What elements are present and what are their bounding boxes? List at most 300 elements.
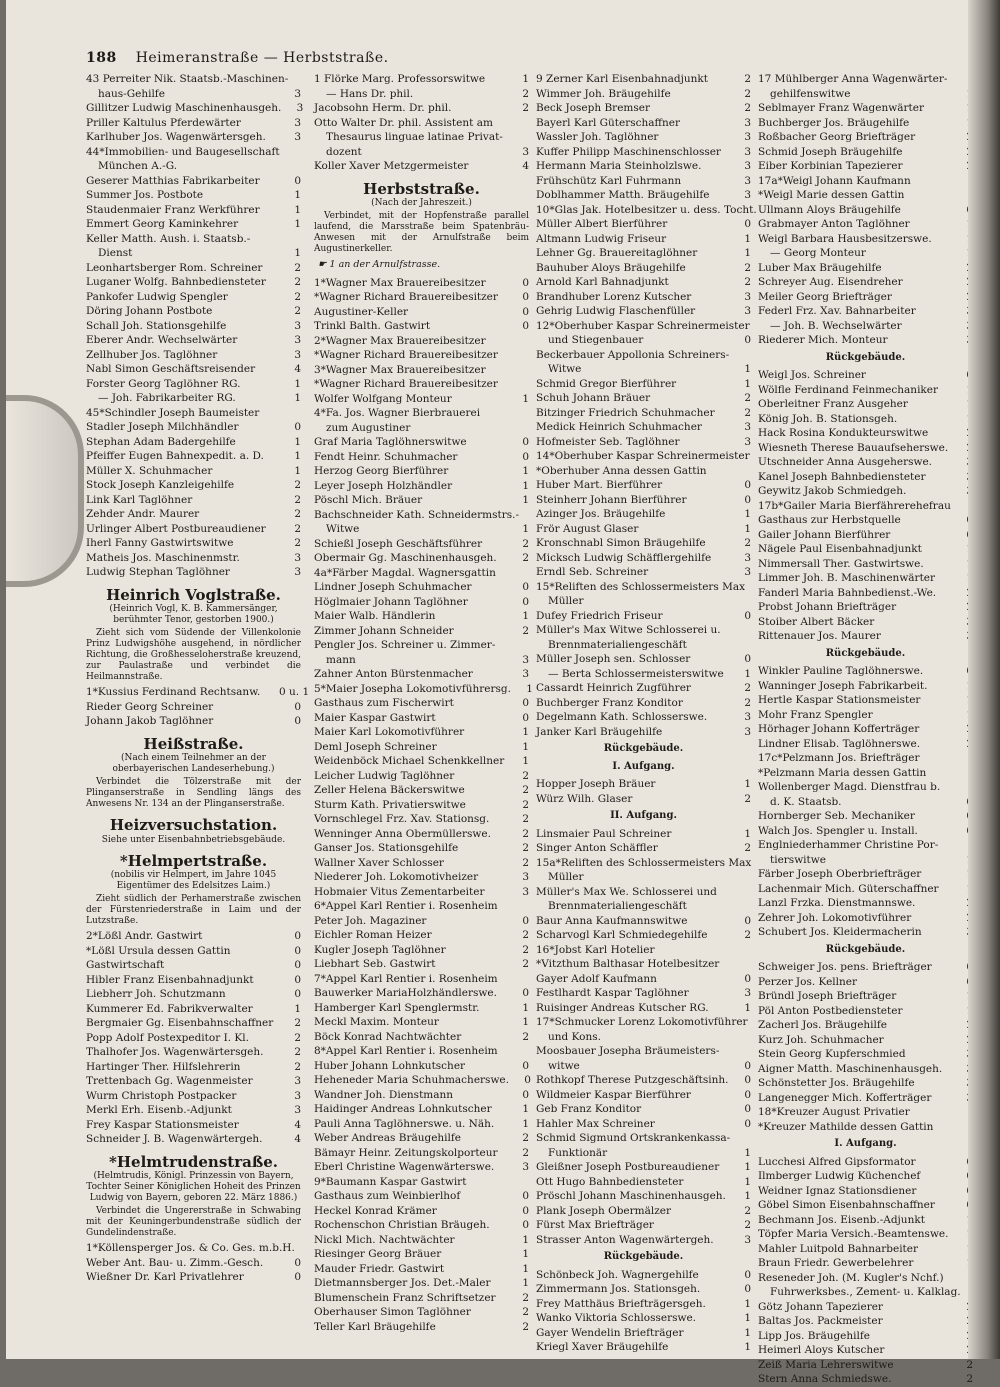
entry-text: Hörhager Johann Kofferträger — [758, 723, 920, 735]
running-title: Heimeranstraße — Herbststraße. — [135, 50, 389, 66]
directory-entry — [758, 960, 973, 975]
entry-text: Frey Matthäus Briefträgersgeh. — [536, 1297, 706, 1310]
directory-entry — [314, 1073, 529, 1088]
entry-text: Hofmeister Seb. Taglöhner — [536, 435, 680, 448]
directory-entry — [86, 987, 301, 1002]
directory-entry — [758, 853, 973, 868]
entry-text: Singer Anton Schäffler — [536, 842, 658, 854]
entry-text: *Oberhuber Anna dessen Gattin — [536, 464, 707, 477]
floor-number: 2 — [744, 276, 751, 288]
entry-text: Nimmersall Ther. Gastwirtswe. — [758, 557, 924, 570]
floor-number: 1 — [522, 726, 529, 738]
directory-entry — [536, 594, 751, 609]
page-number: 188 — [86, 50, 117, 66]
directory-entry — [536, 1030, 751, 1045]
entry-text: *Lößl Ursula dessen Gattin — [86, 944, 231, 957]
entry-text: Schreyer Aug. Eisendreher — [758, 276, 903, 288]
directory-entry — [758, 1314, 973, 1329]
entry-text: Janker Karl Bräugehilfe — [536, 725, 663, 738]
floor-number — [507, 638, 529, 653]
directory-entry — [536, 261, 751, 276]
directory-entry — [536, 87, 751, 102]
directory-entry — [758, 708, 973, 723]
directory-entry — [758, 557, 973, 572]
directory-entry — [314, 1059, 529, 1074]
directory-entry — [86, 391, 301, 406]
floor-number: 3 — [522, 668, 529, 680]
floor-number: 0 — [294, 1271, 301, 1283]
entry-text: zum Augustiner — [326, 421, 411, 434]
entry-text: Stadler Joseph Milchhändler — [86, 421, 239, 433]
directory-entry — [314, 696, 529, 711]
entry-text: *Kreuzer Mathilde dessen Gattin — [758, 1120, 934, 1133]
entry-text: Mahler Luitpold Bahnarbeiter — [758, 1242, 919, 1255]
entry-text: Nabl Simon Geschäftsreisender — [86, 363, 256, 375]
entry-text: Kanel Joseph Bahnbediensteter — [758, 470, 926, 483]
floor-number: 0 — [744, 1088, 751, 1101]
directory-entry — [314, 1320, 529, 1335]
directory-entry — [758, 1062, 973, 1077]
entry-text: 6*Appel Karl Rentier i. Rosenheim — [314, 900, 498, 912]
directory-entry — [86, 1103, 301, 1118]
directory-entry — [314, 1247, 529, 1262]
floor-number: 2 — [522, 784, 529, 796]
entry-text: Witwe — [326, 523, 360, 535]
entry-text: Weber Ant. Bau- u. Zimm.-Gesch. — [86, 1256, 264, 1269]
floor-number: 3 — [744, 189, 751, 201]
entry-text: Kurz Joh. Schuhmacher — [758, 1033, 884, 1046]
floor-number: 2 — [744, 696, 751, 709]
floor-number: 1 — [522, 523, 529, 535]
directory-entry — [758, 383, 973, 398]
entry-text: Kummerer Ed. Fabrikverwalter — [86, 1002, 253, 1015]
directory-entry — [536, 1160, 751, 1175]
entry-text: 16*Jobst Karl Hotelier — [536, 943, 655, 956]
directory-entry — [536, 275, 751, 290]
entry-text: Zahner Anton Bürstenmacher — [314, 668, 473, 680]
entry-text: Leyer Joseph Holzhändler — [314, 479, 453, 492]
entry-text: und Kons. — [548, 1030, 601, 1043]
entry-text: Probst Johann Briefträger — [758, 601, 897, 613]
street-description: Zieht sich vom Südende der Villenkolonie Prinz Ludwigshöhe ausgehend, in nördlicher Richtung, die Großhesseloherstraße kreuzend, zur Paulastraße und verbindet die Heilmannstraße. — [86, 628, 301, 682]
entry-text: Heckel Konrad Krämer — [314, 1204, 437, 1217]
floor-number — [730, 1131, 752, 1146]
directory-entry — [86, 246, 301, 261]
floor-number: 2 — [522, 769, 529, 782]
entry-text: Trinkl Balth. Gastwirt — [314, 320, 431, 332]
directory-entry — [314, 450, 529, 465]
directory-entry — [536, 290, 751, 305]
entry-text: Lipp Jos. Bräugehilfe — [758, 1329, 870, 1342]
floor-number: 1 — [744, 1161, 751, 1173]
floor-number: 3 — [744, 711, 751, 723]
entry-text: Grabmayer Anton Taglöhner — [758, 218, 910, 230]
directory-entry — [314, 740, 529, 755]
directory-entry — [536, 841, 751, 856]
directory-entry — [758, 600, 973, 615]
floor-number: 0 — [522, 711, 529, 724]
directory-entry — [536, 507, 751, 522]
floor-number — [507, 130, 529, 145]
directory-entry — [536, 1015, 751, 1030]
directory-entry — [536, 1218, 751, 1233]
floor-number: 0 — [744, 1117, 751, 1130]
floor-number: 1 — [744, 247, 751, 259]
section-subheading: Rückgebäude. — [825, 647, 906, 659]
entry-text: Ilmberger Ludwig Küchenchef — [758, 1170, 921, 1182]
floor-number: 0 — [522, 914, 529, 927]
directory-entry — [314, 914, 529, 929]
entry-text: 18*Kreuzer August Privatier — [758, 1106, 910, 1118]
column-1 — [86, 72, 310, 1285]
floor-number — [507, 566, 529, 581]
floor-number: 3 — [522, 885, 529, 898]
entry-text: Weigl Jos. Schreiner — [758, 369, 866, 381]
floor-number: 1 — [294, 247, 301, 259]
floor-number — [279, 232, 301, 247]
floor-number: 2 — [294, 479, 301, 491]
entry-text: Bayerl Karl Güterschaffner — [536, 116, 681, 129]
entry-text: Oberhauser Simon Taglöhner — [314, 1306, 471, 1318]
floor-number: 3 — [522, 871, 529, 883]
floor-number: 3 — [522, 145, 529, 158]
floor-number: 0 — [522, 305, 529, 318]
directory-entry — [314, 305, 529, 320]
floor-number: 1 — [522, 610, 529, 622]
floor-number: 1 — [294, 392, 301, 404]
directory-entry — [314, 986, 529, 1001]
directory-entry — [314, 464, 529, 479]
floor-number: 2 — [522, 537, 529, 550]
directory-entry — [536, 145, 751, 160]
column-2 — [314, 72, 533, 1334]
entry-text: Schönbeck Joh. Wagnergehilfe — [536, 1268, 699, 1281]
entry-text: 17 Mühlberger Anna Wagenwärter- — [758, 73, 948, 85]
entry-text: Oberleitner Franz Ausgeher — [758, 398, 908, 410]
floor-number: 4 — [294, 1133, 301, 1145]
floor-number: 0 — [522, 1059, 529, 1072]
directory-entry — [758, 470, 973, 485]
entry-text: Steinherr Johann Bierführer — [536, 493, 687, 506]
floor-number — [279, 406, 301, 421]
entry-text: Eiber Korbinian Tapezierer — [758, 160, 903, 172]
directory-entry — [536, 101, 751, 116]
directory-entry — [314, 1204, 529, 1219]
entry-text: Fürst Max Briefträger — [536, 1219, 654, 1231]
floor-number — [507, 1175, 529, 1190]
entry-text: Heimerl Aloys Kutscher — [758, 1344, 885, 1356]
directory-entry — [86, 435, 301, 450]
entry-text: Hibler Franz Eisenbahnadjunkt — [86, 973, 254, 986]
entry-text: 9 Zerner Karl Eisenbahnadjunkt — [536, 73, 708, 85]
directory-entry — [758, 1047, 973, 1062]
directory-entry — [758, 130, 973, 145]
floor-number: 0 — [744, 1074, 751, 1086]
floor-number — [729, 594, 751, 609]
directory-entry — [536, 159, 751, 174]
directory-entry — [86, 116, 301, 131]
directory-entry — [314, 1088, 529, 1103]
floor-number: 1 — [744, 1341, 751, 1353]
directory-entry — [314, 363, 529, 378]
entry-text: 4a*Färber Magdal. Wagnersgattin — [314, 566, 496, 579]
directory-entry — [536, 1146, 751, 1161]
directory-entry — [536, 362, 751, 377]
entry-text: Lindner Elisab. Taglöhnerswe. — [758, 737, 921, 750]
floor-number: 2 — [744, 392, 751, 404]
directory-entry — [536, 1189, 751, 1204]
directory-entry — [314, 725, 529, 740]
floor-number: 0 — [744, 972, 751, 985]
entry-text: Böck Konrad Nachtwächter — [314, 1030, 462, 1043]
floor-number: 2 — [744, 537, 751, 549]
entry-text: d. K. Staatsb. — [770, 795, 842, 808]
directory-entry — [536, 928, 751, 943]
entry-text: Perzer Jos. Kellner — [758, 975, 858, 988]
directory-entry — [314, 537, 529, 552]
directory-entry — [536, 377, 751, 392]
floor-number: 2 — [522, 813, 529, 825]
entry-text: Liebherr Joh. Schutzmann — [86, 988, 226, 1000]
floor-number: 0 — [744, 493, 751, 506]
entry-text: Lanzl Frzka. Dienstmannswe. — [758, 897, 916, 909]
floor-number: 3 — [744, 305, 751, 317]
directory-entry — [758, 1300, 973, 1315]
entry-text: Brennmaterialiengeschäft — [548, 900, 687, 912]
entry-text: Bämayr Heinr. Zeitungskolporteur — [314, 1146, 498, 1159]
directory-entry — [536, 681, 751, 696]
directory-entry — [536, 870, 751, 885]
street-note: (nobilis vir Helmpert, im Jahre 1045 Eigentümer des Edelsitzes Laim.) — [110, 870, 277, 891]
floor-number: 0 — [522, 1088, 529, 1101]
entry-text: Weidenböck Michael Schenkkellner — [314, 755, 505, 767]
entry-text: Hamberger Karl Spenglermstr. — [314, 1001, 480, 1014]
directory-entry — [536, 885, 751, 900]
floor-number: 3 — [294, 1089, 301, 1102]
directory-entry — [536, 696, 751, 711]
directory-page — [6, 0, 973, 1385]
floor-number: 1 — [744, 1001, 751, 1014]
entry-text: Pöl Anton Postbediensteter — [758, 1004, 903, 1017]
entry-text: Bauhuber Aloys Bräugehilfe — [536, 261, 686, 274]
entry-text: 2*Wagner Max Brauereibesitzer — [314, 334, 486, 347]
directory-entry — [536, 319, 751, 334]
directory-entry — [314, 595, 529, 610]
directory-entry — [758, 1256, 973, 1271]
directory-entry — [758, 766, 973, 781]
entry-text: Maier Walb. Händlerin — [314, 610, 436, 622]
floor-number: 1 — [744, 1312, 751, 1324]
entry-text: Bachschneider Kath. Schneidermstrs.- — [314, 508, 520, 521]
entry-text: — Joh. B. Wechselwärter — [770, 319, 902, 332]
directory-entry — [314, 1001, 529, 1016]
directory-entry — [536, 348, 751, 363]
floor-number: 0 — [294, 988, 301, 1000]
entry-text: Höglmaier Johann Taglöhner — [314, 595, 468, 608]
directory-entry — [314, 1030, 529, 1045]
floor-number: 1 — [294, 377, 301, 390]
floor-number: 2 — [294, 261, 301, 274]
entry-text: Hornberger Seb. Mechaniker — [758, 810, 915, 822]
entry-text: Wassler Joh. Taglöhner — [536, 131, 659, 143]
entry-text: Nickl Mich. Nachtwächter — [314, 1233, 455, 1246]
entry-text: Seblmayer Franz Wagenwärter — [758, 102, 924, 114]
directory-entry — [758, 925, 973, 940]
directory-entry — [536, 580, 751, 595]
entry-text: Eberl Christine Wagenwärterswe. — [314, 1161, 495, 1173]
street-description: Verbindet, mit der Hopfenstraße parallel laufend, die Marsstraße beim Spatenbräu-Anwesen mit der Arnulfstraße beim Augustinerkeller. — [314, 211, 529, 254]
entry-text: Altmann Ludwig Friseur — [536, 232, 667, 245]
floor-number — [280, 145, 302, 160]
entry-text: Hartinger Ther. Hilfslehrerin — [86, 1060, 241, 1073]
directory-entry — [536, 435, 751, 450]
directory-entry — [536, 551, 751, 566]
floor-number: 1 — [744, 1190, 751, 1202]
floor-number: 0 — [522, 320, 529, 332]
floor-number — [279, 159, 301, 174]
entry-text: Fuhrwerksbes., Zement- u. Kalklag. — [770, 1286, 961, 1298]
entry-text: Gastwirtschaft — [86, 959, 165, 971]
entry-text: Schmid Joseph Bräugehilfe — [758, 145, 903, 158]
entry-text: 15a*Reliften des Schlossermeisters Max — [536, 856, 752, 869]
entry-text: mann — [326, 653, 356, 666]
entry-text: Pröschl Johann Maschinenhausgeh. — [536, 1190, 726, 1202]
floor-number: 3 — [744, 116, 751, 129]
entry-text: Koller Xaver Metzgermeister — [314, 160, 469, 172]
directory-entry — [758, 1358, 973, 1373]
entry-text: Rochenschon Christian Bräugeh. — [314, 1219, 490, 1231]
directory-entry — [314, 522, 529, 537]
entry-text: Gasthaus zum Weinbierlhof — [314, 1190, 461, 1202]
entry-text: Utschneider Anna Ausgeherswe. — [758, 456, 933, 468]
entry-text: Zacherl Jos. Bräugehilfe — [758, 1019, 887, 1031]
entry-text: 3*Wagner Max Brauereibesitzer — [314, 363, 486, 376]
entry-text: Kugler Joseph Taglöhner — [314, 943, 446, 956]
floor-number: 0 — [744, 609, 751, 622]
floor-number: 2 — [294, 1017, 301, 1029]
street-note: (Nach der Jahreszeit.) — [371, 198, 472, 208]
entry-text: Luganer Wolfg. Bahnbediensteter — [86, 276, 266, 288]
entry-text: Pfeiffer Eugen Bahnexpedit. a. D. — [86, 450, 264, 462]
floor-number: 0 — [522, 450, 529, 463]
floor-number: 2 — [522, 1291, 529, 1304]
directory-entry — [758, 528, 973, 543]
directory-entry — [758, 1285, 973, 1300]
entry-text: Azinger Jos. Bräugehilfe — [536, 508, 666, 520]
directory-entry — [314, 783, 529, 798]
floor-number: 2 — [522, 827, 529, 840]
floor-number: 0 — [744, 653, 751, 665]
directory-entry — [758, 1242, 973, 1257]
floor-number: 0 — [522, 291, 529, 303]
floor-number: 1 — [294, 218, 301, 230]
floor-number: 1 — [744, 1297, 751, 1310]
directory-entry — [536, 609, 751, 624]
entry-text: Schubert Jos. Kleidermacherin — [758, 926, 922, 938]
directory-entry — [314, 609, 529, 624]
directory-entry — [758, 290, 973, 305]
directory-entry — [314, 1233, 529, 1248]
entry-text: Gillitzer Ludwig Maschinenhausgeh. — [86, 102, 282, 114]
floor-number: 1 — [744, 508, 751, 520]
directory-entry — [536, 464, 751, 479]
directory-entry — [86, 159, 301, 174]
floor-number: 1 — [522, 1016, 529, 1028]
directory-entry — [758, 629, 973, 644]
entry-text: Bechmann Jos. Eisenb.-Adjunkt — [758, 1213, 925, 1226]
floor-number: 2 — [294, 305, 301, 317]
entry-text: König Joh. B. Stationsgeh. — [758, 412, 898, 425]
directory-entry — [758, 397, 973, 412]
floor-number — [729, 348, 751, 363]
directory-entry — [536, 638, 751, 653]
entry-text: Zimmer Johann Schneider — [314, 624, 454, 637]
directory-entry — [536, 174, 751, 189]
entry-text: Meckl Maxim. Monteur — [314, 1016, 439, 1028]
directory-entry — [536, 420, 751, 435]
entry-text: Schneider J. B. Wagenwärtergeh. — [86, 1133, 263, 1145]
entry-text: Göbel Simon Eisenbahnschaffner — [758, 1199, 935, 1211]
directory-entry — [314, 1117, 529, 1132]
directory-entry — [758, 615, 973, 630]
floor-number: 2 — [744, 261, 751, 274]
directory-entry — [758, 722, 973, 737]
entry-text: Arnold Karl Bahnadjunkt — [536, 276, 669, 288]
directory-entry — [758, 368, 973, 383]
entry-text: Degelmann Kath. Schlosserswe. — [536, 711, 708, 723]
directory-entry — [86, 319, 301, 334]
directory-entry — [536, 130, 751, 145]
floor-number: 0 — [294, 944, 301, 957]
directory-entry — [86, 203, 301, 218]
entry-text: Schuh Johann Bräuer — [536, 392, 651, 404]
entry-text: Dietmannsberger Jos. Det.-Maler — [314, 1277, 491, 1289]
entry-text: Bergmaier Gg. Eisenbahnschaffner — [86, 1017, 274, 1029]
directory-entry — [536, 565, 751, 580]
floor-number: 2 — [744, 406, 751, 419]
directory-entry — [314, 682, 533, 697]
floor-number: 2 — [744, 682, 751, 694]
entry-text: Heheneder Maria Schuhmacherswe. — [314, 1074, 509, 1086]
entry-text: Teller Karl Bräugehilfe — [314, 1320, 436, 1333]
directory-entry — [314, 348, 529, 363]
floor-number: 2 — [522, 102, 529, 114]
directory-entry — [314, 290, 529, 305]
floor-number: 0 — [744, 1103, 751, 1115]
position-marker: ☛ 1 an der Arnulfstrasse. — [318, 259, 441, 270]
entry-text: Zimmermann Jos. Stationsgeh. — [536, 1283, 701, 1295]
directory-entry — [86, 536, 301, 551]
entry-text: Niederer Joh. Lokomotivheizer — [314, 871, 479, 883]
entry-text: 4*Fa. Jos. Wagner Bierbrauerei — [314, 407, 481, 419]
section-subheading: I. Aufgang. — [834, 1138, 897, 1149]
floor-number — [729, 1030, 751, 1045]
floor-number — [729, 957, 751, 972]
directory-entry — [758, 1372, 973, 1387]
directory-entry — [86, 232, 301, 247]
entry-text: Riesinger Georg Bräuer — [314, 1248, 442, 1260]
entry-text: Hertle Kaspar Stationsmeister — [758, 694, 921, 706]
floor-number: 2 — [744, 1204, 751, 1217]
floor-number: 3 — [744, 290, 751, 303]
directory-entry — [86, 1270, 301, 1285]
directory-entry — [758, 693, 973, 708]
floor-number: 3 — [294, 87, 301, 100]
floor-number — [729, 464, 751, 479]
directory-entry — [314, 624, 529, 639]
entry-text: Pauli Anna Taglöhnerswe. u. Näh. — [314, 1117, 495, 1130]
directory-entry — [86, 377, 301, 392]
